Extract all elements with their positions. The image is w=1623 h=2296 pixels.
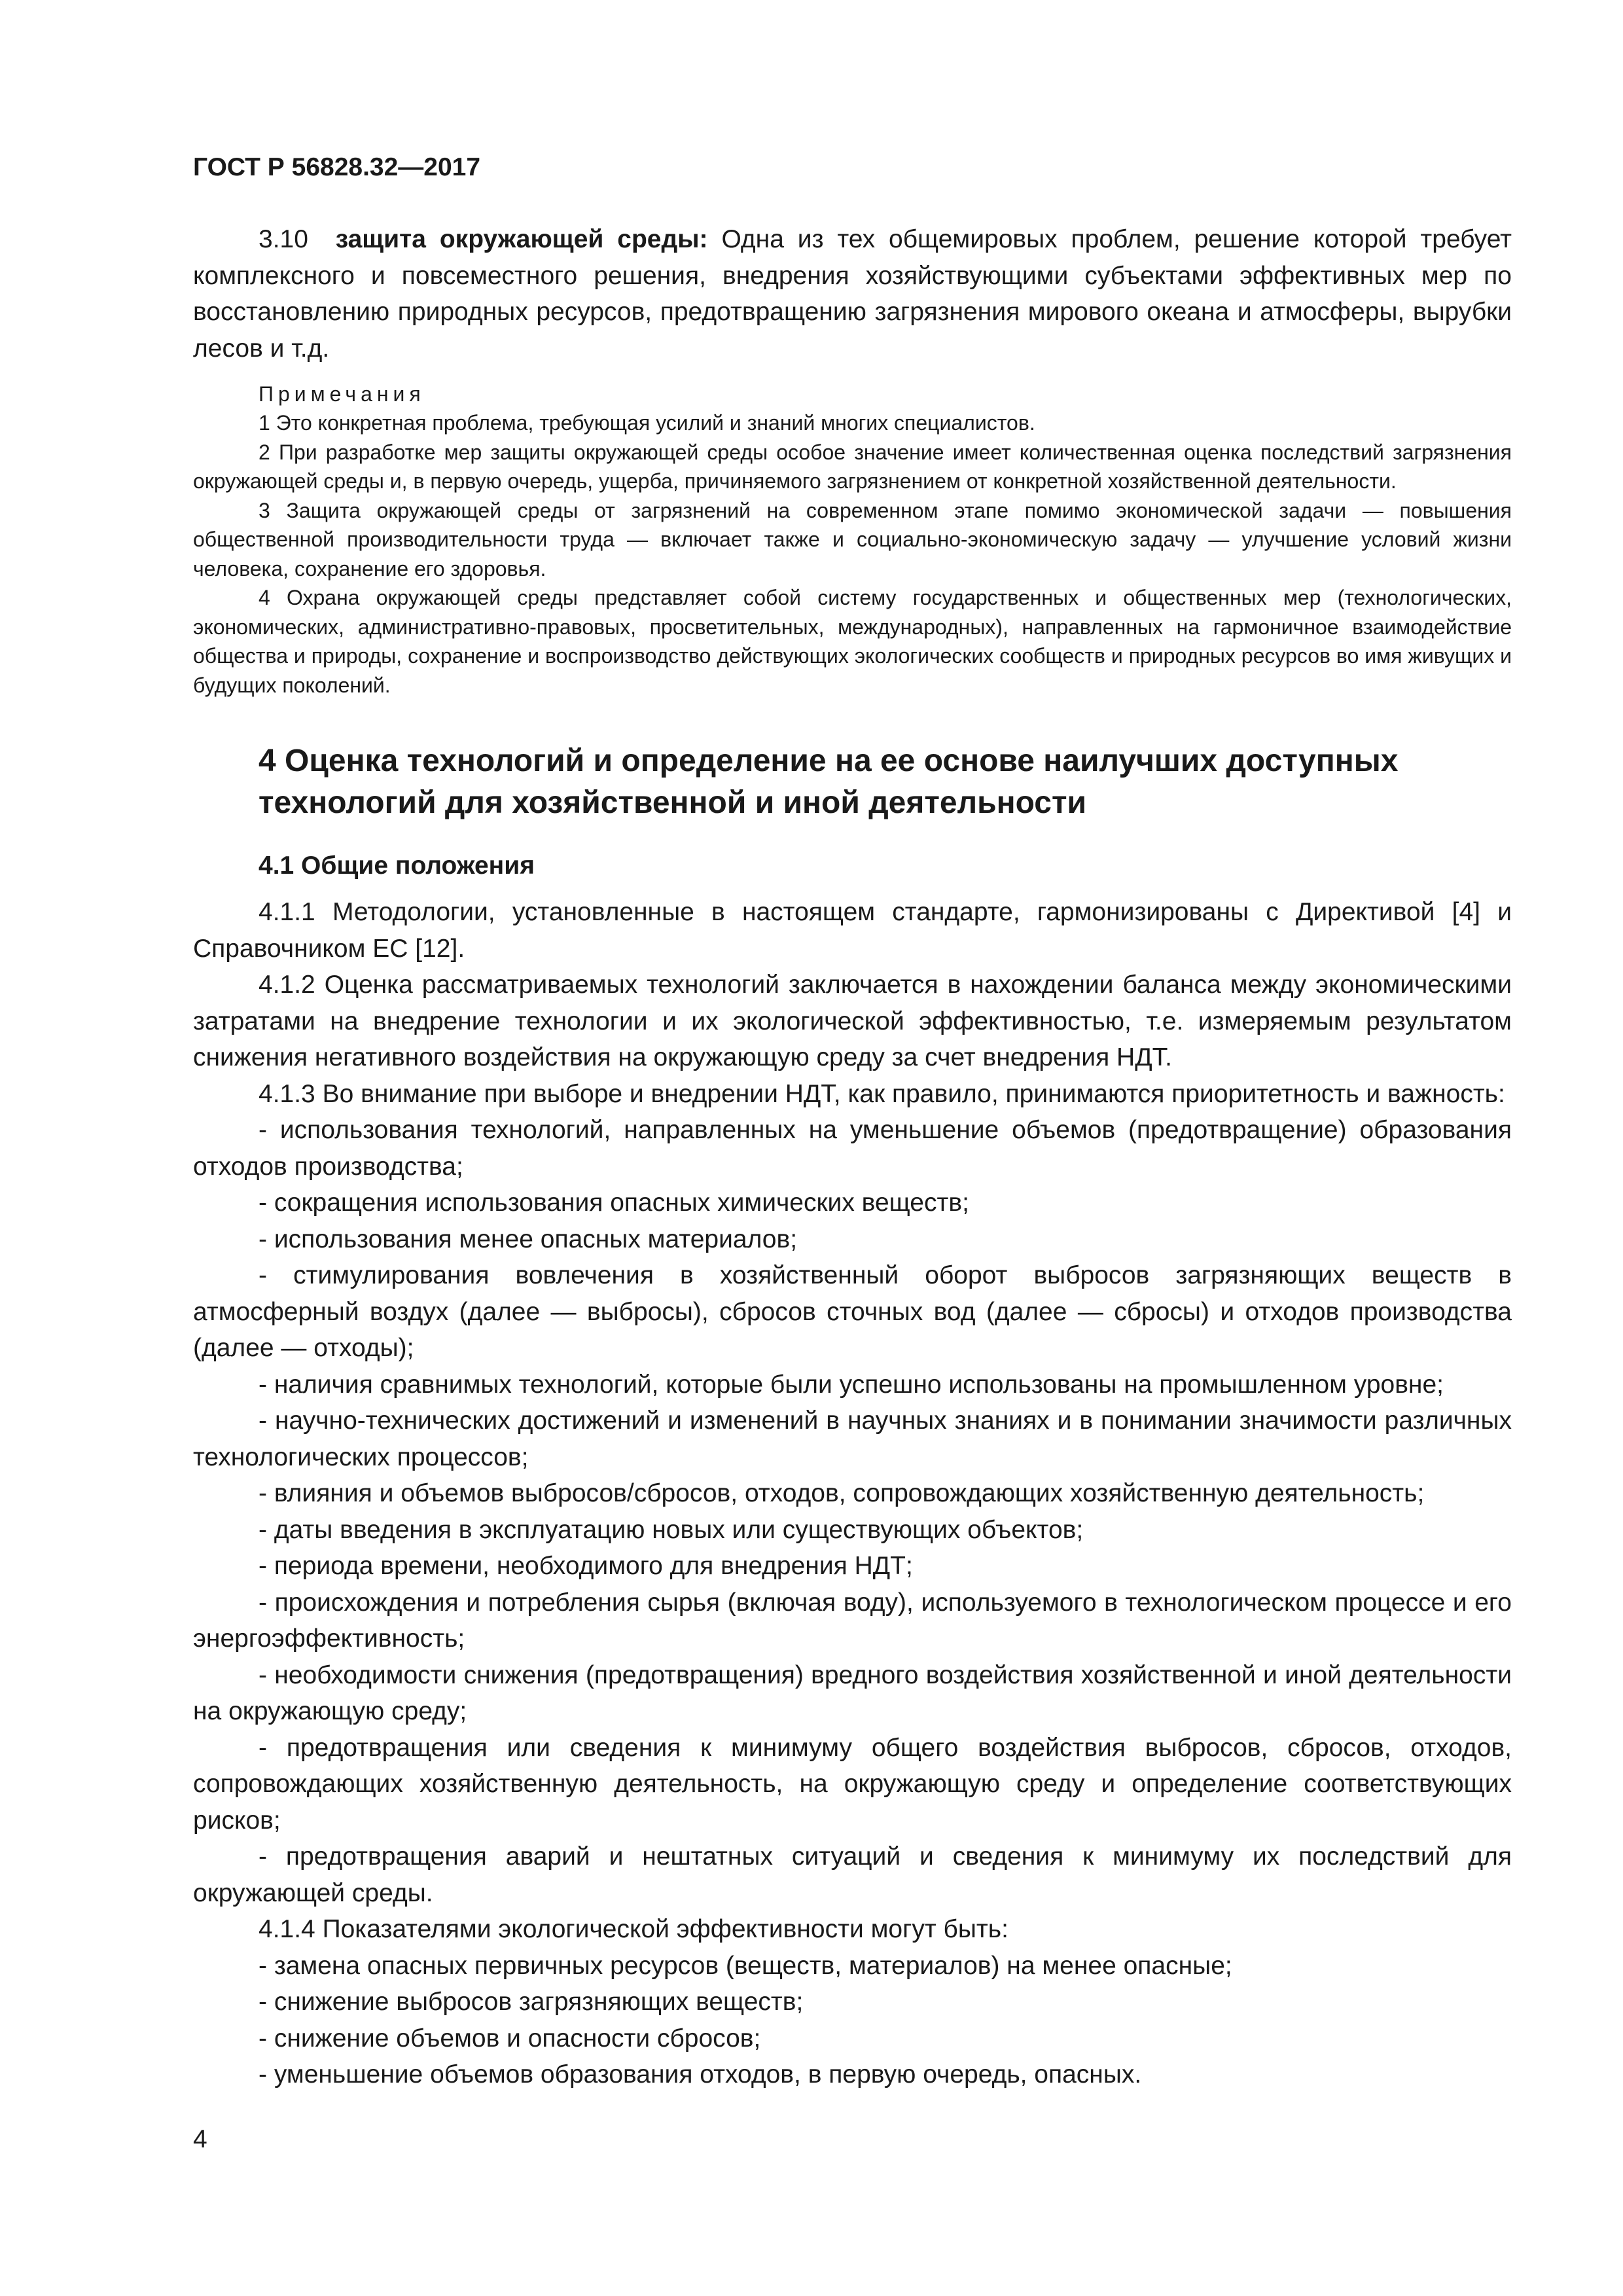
- list-item: - замена опасных первичных ресурсов (веществ, материалов) на менее опасные;: [259, 1951, 1232, 1980]
- list-4-1-4: [193, 1948, 1512, 2093]
- list-item: - наличия сравнимых технологий, которые были успешно использованы на промышленном уровне;: [259, 1370, 1444, 1399]
- list-item: - периода времени, необходимого для внедрения НДТ;: [259, 1552, 913, 1580]
- note-item: 1 Это конкретная проблема, требующая усилий и знаний многих специалистов.: [259, 411, 1035, 435]
- page-content: [193, 221, 1512, 2093]
- section-4-title: 4 Оценка технологий и определение на ее основе наилучших доступных технологий для хозяйственной и иной деятельности: [259, 744, 1399, 820]
- list-item: - снижение выбросов загрязняющих веществ;: [259, 1988, 804, 2016]
- notes-block: [193, 380, 1512, 700]
- list-item: - стимулирования вовлечения в хозяйственный оборот выбросов загрязняющих веществ в атмосферный воздух (далее — выбросы), сбросов сточных вод (далее — сбросы) и отходов производства (далее — отходы);: [193, 1261, 1512, 1362]
- list-item: - снижение объемов и опасности сбросов;: [259, 2024, 761, 2053]
- note-item: 2 При разработке мер защиты окружающей среды особое значение имеет количественная оценка последствий загрязнения окружающей среды и, в первую очередь, ущерба, причиняемого загрязнением от конкретной хозяйственной деятельности.: [193, 440, 1512, 493]
- paragraph-4-1-1: 4.1.1 Методологии, установленные в настоящем стандарте, гармонизированы с Директивой [4] и Справочником ЕС [12].: [193, 898, 1512, 963]
- list-4-1-3: [193, 1112, 1512, 1911]
- list-item: - сокращения использования опасных химических веществ;: [259, 1189, 969, 1217]
- section-4-1-title: 4.1 Общие положения: [259, 852, 535, 880]
- list-item: - уменьшение объемов образования отходов, в первую очередь, опасных.: [259, 2060, 1142, 2089]
- list-item: - использования менее опасных материалов;: [259, 1225, 798, 1253]
- list-item: - влияния и объемов выбросов/сбросов, отходов, сопровождающих хозяйственную деятельность;: [259, 1479, 1425, 1507]
- list-item: - происхождения и потребления сырья (включая воду), используемого в технологическом процессе и его энергоэффективность;: [193, 1588, 1512, 1653]
- term-name: защита окружающей среды:: [335, 225, 708, 253]
- term-definition-3-10: [193, 221, 1512, 367]
- note-item: 4 Охрана окружающей среды представляет собой систему государственных и общественных мер (технологических, экономических, административно-правовых, просветительных, международных), направленных на гармоничное взаимодействие общества и природы, сохранение и воспроизводство действующих экологических сообществ и природных ресурсов во имя живущих и будущих поколений.: [193, 586, 1512, 697]
- paragraph-4-1-3: 4.1.3 Во внимание при выборе и внедрении НДТ, как правило, принимаются приоритетность и важность:: [259, 1079, 1505, 1108]
- list-item: - необходимости снижения (предотвращения) вредного воздействия хозяйственной и иной деятельности на окружающую среду;: [193, 1660, 1512, 1725]
- note-item: 3 Защита окружающей среды от загрязнений на современном этапе помимо экономической задачи — повышения общественной производительности труда — включает также и социально-экономическую задачу — улучшение условий жизни человека, сохранение его здоровья.: [193, 498, 1512, 581]
- list-item: - даты введения в эксплуатацию новых или существующих объектов;: [259, 1515, 1084, 1544]
- document-page: [193, 0, 1512, 2296]
- list-item: - предотвращения аварий и нештатных ситуаций и сведения к минимуму их последствий для окружающей среды.: [193, 1842, 1512, 1907]
- notes-title: Примечания: [259, 382, 425, 406]
- term-number: 3.10: [259, 225, 308, 253]
- paragraph-4-1-4: 4.1.4 Показателями экологической эффективности могут быть:: [259, 1915, 1008, 1943]
- list-item: - научно-технических достижений и изменений в научных знаниях и в понимании значимости различных технологических процессов;: [193, 1407, 1512, 1471]
- list-item: - использования технологий, направленных на уменьшение объемов (предотвращение) образования отходов производства;: [193, 1116, 1512, 1181]
- term-definition-text: Одна из тех общемировых проблем, решение которой требует комплексного и повсеместного решения, внедрения хозяйствующими субъектами эффективных мер по восстановлению природных ресурсов, предотвращению загрязнения мирового океана и атмосферы, вырубки лесов и т.д.: [193, 225, 1512, 363]
- document-header: ГОСТ Р 56828.32—2017: [193, 153, 481, 181]
- paragraph-4-1-2: 4.1.2 Оценка рассматриваемых технологий заключается в нахождении баланса между экономическими затратами на внедрение технологии и их экологической эффективностью, т.е. измеряемым результатом снижения негативного воздействия на окружающую среду за счет внедрения НДТ.: [193, 971, 1512, 1071]
- page-number: 4: [193, 2125, 207, 2153]
- list-item: - предотвращения или сведения к минимуму общего воздействия выбросов, сбросов, отходов, сопровождающих хозяйственную деятельность, на окружающую среду и определение соответствующих рисков;: [193, 1733, 1512, 1835]
